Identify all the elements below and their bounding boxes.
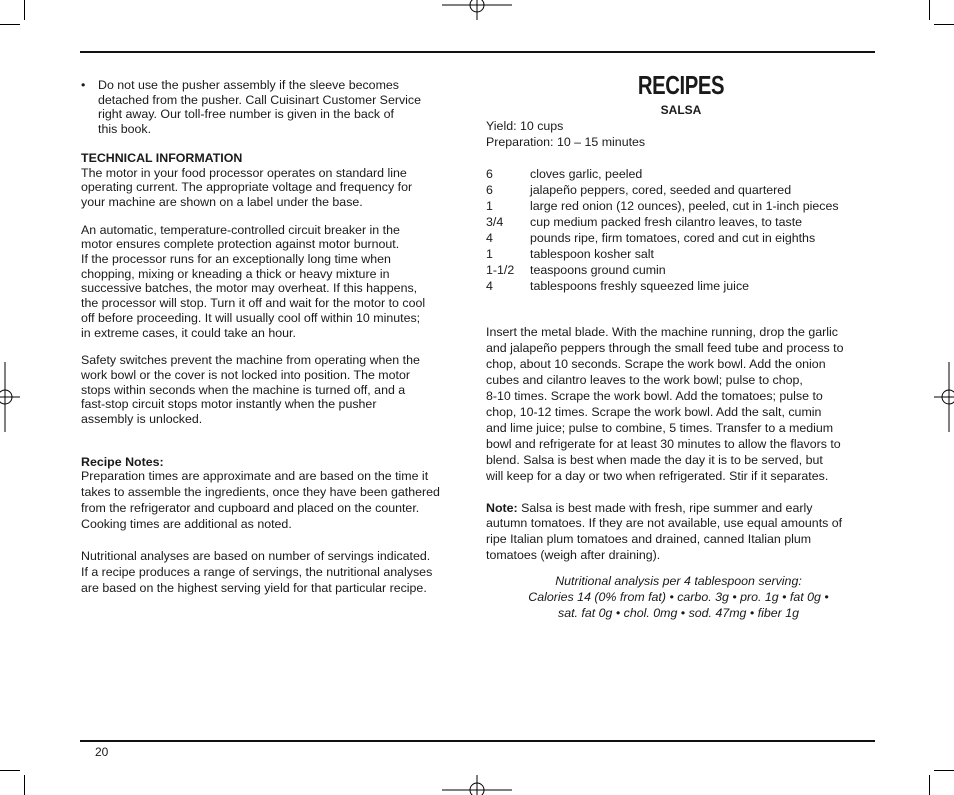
ingredient-text: cloves garlic, peeled <box>530 167 643 182</box>
ingredient-text: tablespoon kosher salt <box>530 246 654 261</box>
ingredient-row <box>486 263 876 279</box>
technical-paragraph-3: Safety switches prevent the machine from operating when the work bowl or the cover is not locked into position. The motor stops within seconds when the machine is turned off, and a fast-stop circuit stops motor instantly when the pusher assembly is unlocked. <box>81 353 420 427</box>
ingredient-text: jalapeño peppers, cored, seeded and quartered <box>530 183 792 198</box>
recipe-instructions: Insert the metal blade. With the machine running, drop the garlic and jalapeño peppers through the small feed tube and process to chop, about 10 seconds. Scrape the work bowl. Add the onion cubes and cilantro leaves to the work bowl; pulse to chop, 8-10 times. Scrape the work bowl. Add the tomatoes; pulse to chop, 10-12 times. Scrape the work bowl. Add the salt, cumin and lime juice; pulse to combine, 5 times. Transfer to a medium bowl and refrigerate for at least 30 minutes to allow the flavors to blend. Salsa is best when made the day it is to be served, but will keep for a day or two when refrigerated. Stir if it separates. <box>486 325 844 483</box>
recipe-notes-paragraph-2: Nutritional analyses are based on number of servings indicated. If a recipe produces a range of servings, the nutritional analyses are based on the highest serving yield for that particular recipe. <box>81 549 433 595</box>
recipe-note <box>486 501 876 565</box>
ingredient-qty: 1 <box>486 246 493 261</box>
ingredient-qty: 1-1/2 <box>486 262 515 277</box>
ingredient-row <box>486 215 876 231</box>
ingredient-row <box>486 183 876 199</box>
ingredient-row <box>486 199 876 215</box>
ingredient-text: cup medium packed fresh cilantro leaves, to taste <box>530 214 803 229</box>
recipe-prep-time: Preparation: 10 – 15 minutes <box>486 135 646 150</box>
technical-heading: TECHNICAL INFORMATION <box>81 150 243 165</box>
recipe-notes-heading: Recipe Notes: <box>81 454 164 469</box>
page-title: RECIPES <box>637 70 725 100</box>
bottom-rule <box>80 740 875 742</box>
ingredient-text: teaspoons ground cumin <box>530 262 666 277</box>
bullet-icon: • <box>81 78 86 92</box>
technical-paragraph-2: An automatic, temperature-controlled circuit breaker in the motor ensures complete protection against motor burnout. If the processor runs for an exceptionally long time when chopping, mixing or kneading a thick or heavy mixture in successive batches, the motor may overheat. If this happens, the processor will stop. Turn it off and wait for the motor to cool off before proceeding. It will usually cool off within 10 minutes; in extreme cases, it could take an hour. <box>81 222 426 340</box>
ingredient-row <box>486 279 876 295</box>
ingredient-list <box>486 167 876 294</box>
bullet-text: Do not use the pusher assembly if the sleeve becomes detached from the pusher. Call Cuisinart Customer Service right away. Our toll-free number is given in the back of this book. <box>98 78 421 137</box>
recipe-name: SALSA <box>660 102 702 117</box>
left-column <box>81 78 471 597</box>
ingredient-text: tablespoons freshly squeezed lime juice <box>530 278 750 293</box>
ingredient-qty: 1 <box>486 199 493 214</box>
ingredient-text: large red onion (12 ounces), peeled, cut in 1-inch pieces <box>530 199 839 214</box>
page-number: 20 <box>95 745 109 759</box>
recipe-notes-paragraph-1: Preparation times are approximate and are based on the time it takes to assemble the ingredients, once they have been gathered from the refrigerator and cupboard and placed on the counter. Cooking times are additional as noted. <box>81 469 440 532</box>
ingredient-qty: 3/4 <box>486 214 504 229</box>
ingredient-text: pounds ripe, firm tomatoes, cored and cut in eighths <box>530 230 816 245</box>
nutrition-info: Nutritional analysis per 4 tablespoon serving: Calories 14 (0% from fat) • carbo. 3g • pro. 1g • fat 0g • sat. fat 0g • chol. 0mg • sod. 47mg • fiber 1g <box>528 574 829 620</box>
top-rule <box>80 51 875 53</box>
right-column <box>486 70 876 622</box>
ingredient-row <box>486 247 876 263</box>
ingredient-qty: 4 <box>486 278 493 293</box>
ingredient-row <box>486 231 876 247</box>
recipe-yield: Yield: 10 cups <box>486 119 564 134</box>
note-text: Salsa is best made with fresh, ripe summer and early autumn tomatoes. If they are not available, use equal amounts of ripe Italian plum tomatoes and drained, canned Italian plum tomatoes (weigh after draining). <box>486 500 843 563</box>
bullet-item <box>81 78 471 137</box>
ingredient-row <box>486 167 876 183</box>
ingredient-qty: 4 <box>486 230 493 245</box>
ingredient-qty: 6 <box>486 183 493 198</box>
ingredient-qty: 6 <box>486 167 493 182</box>
note-label: Note: <box>486 500 518 515</box>
technical-paragraph-1: The motor in your food processor operates on standard line operating current. The appropriate voltage and frequency for your machine are shown on a label under the base. <box>81 165 413 209</box>
